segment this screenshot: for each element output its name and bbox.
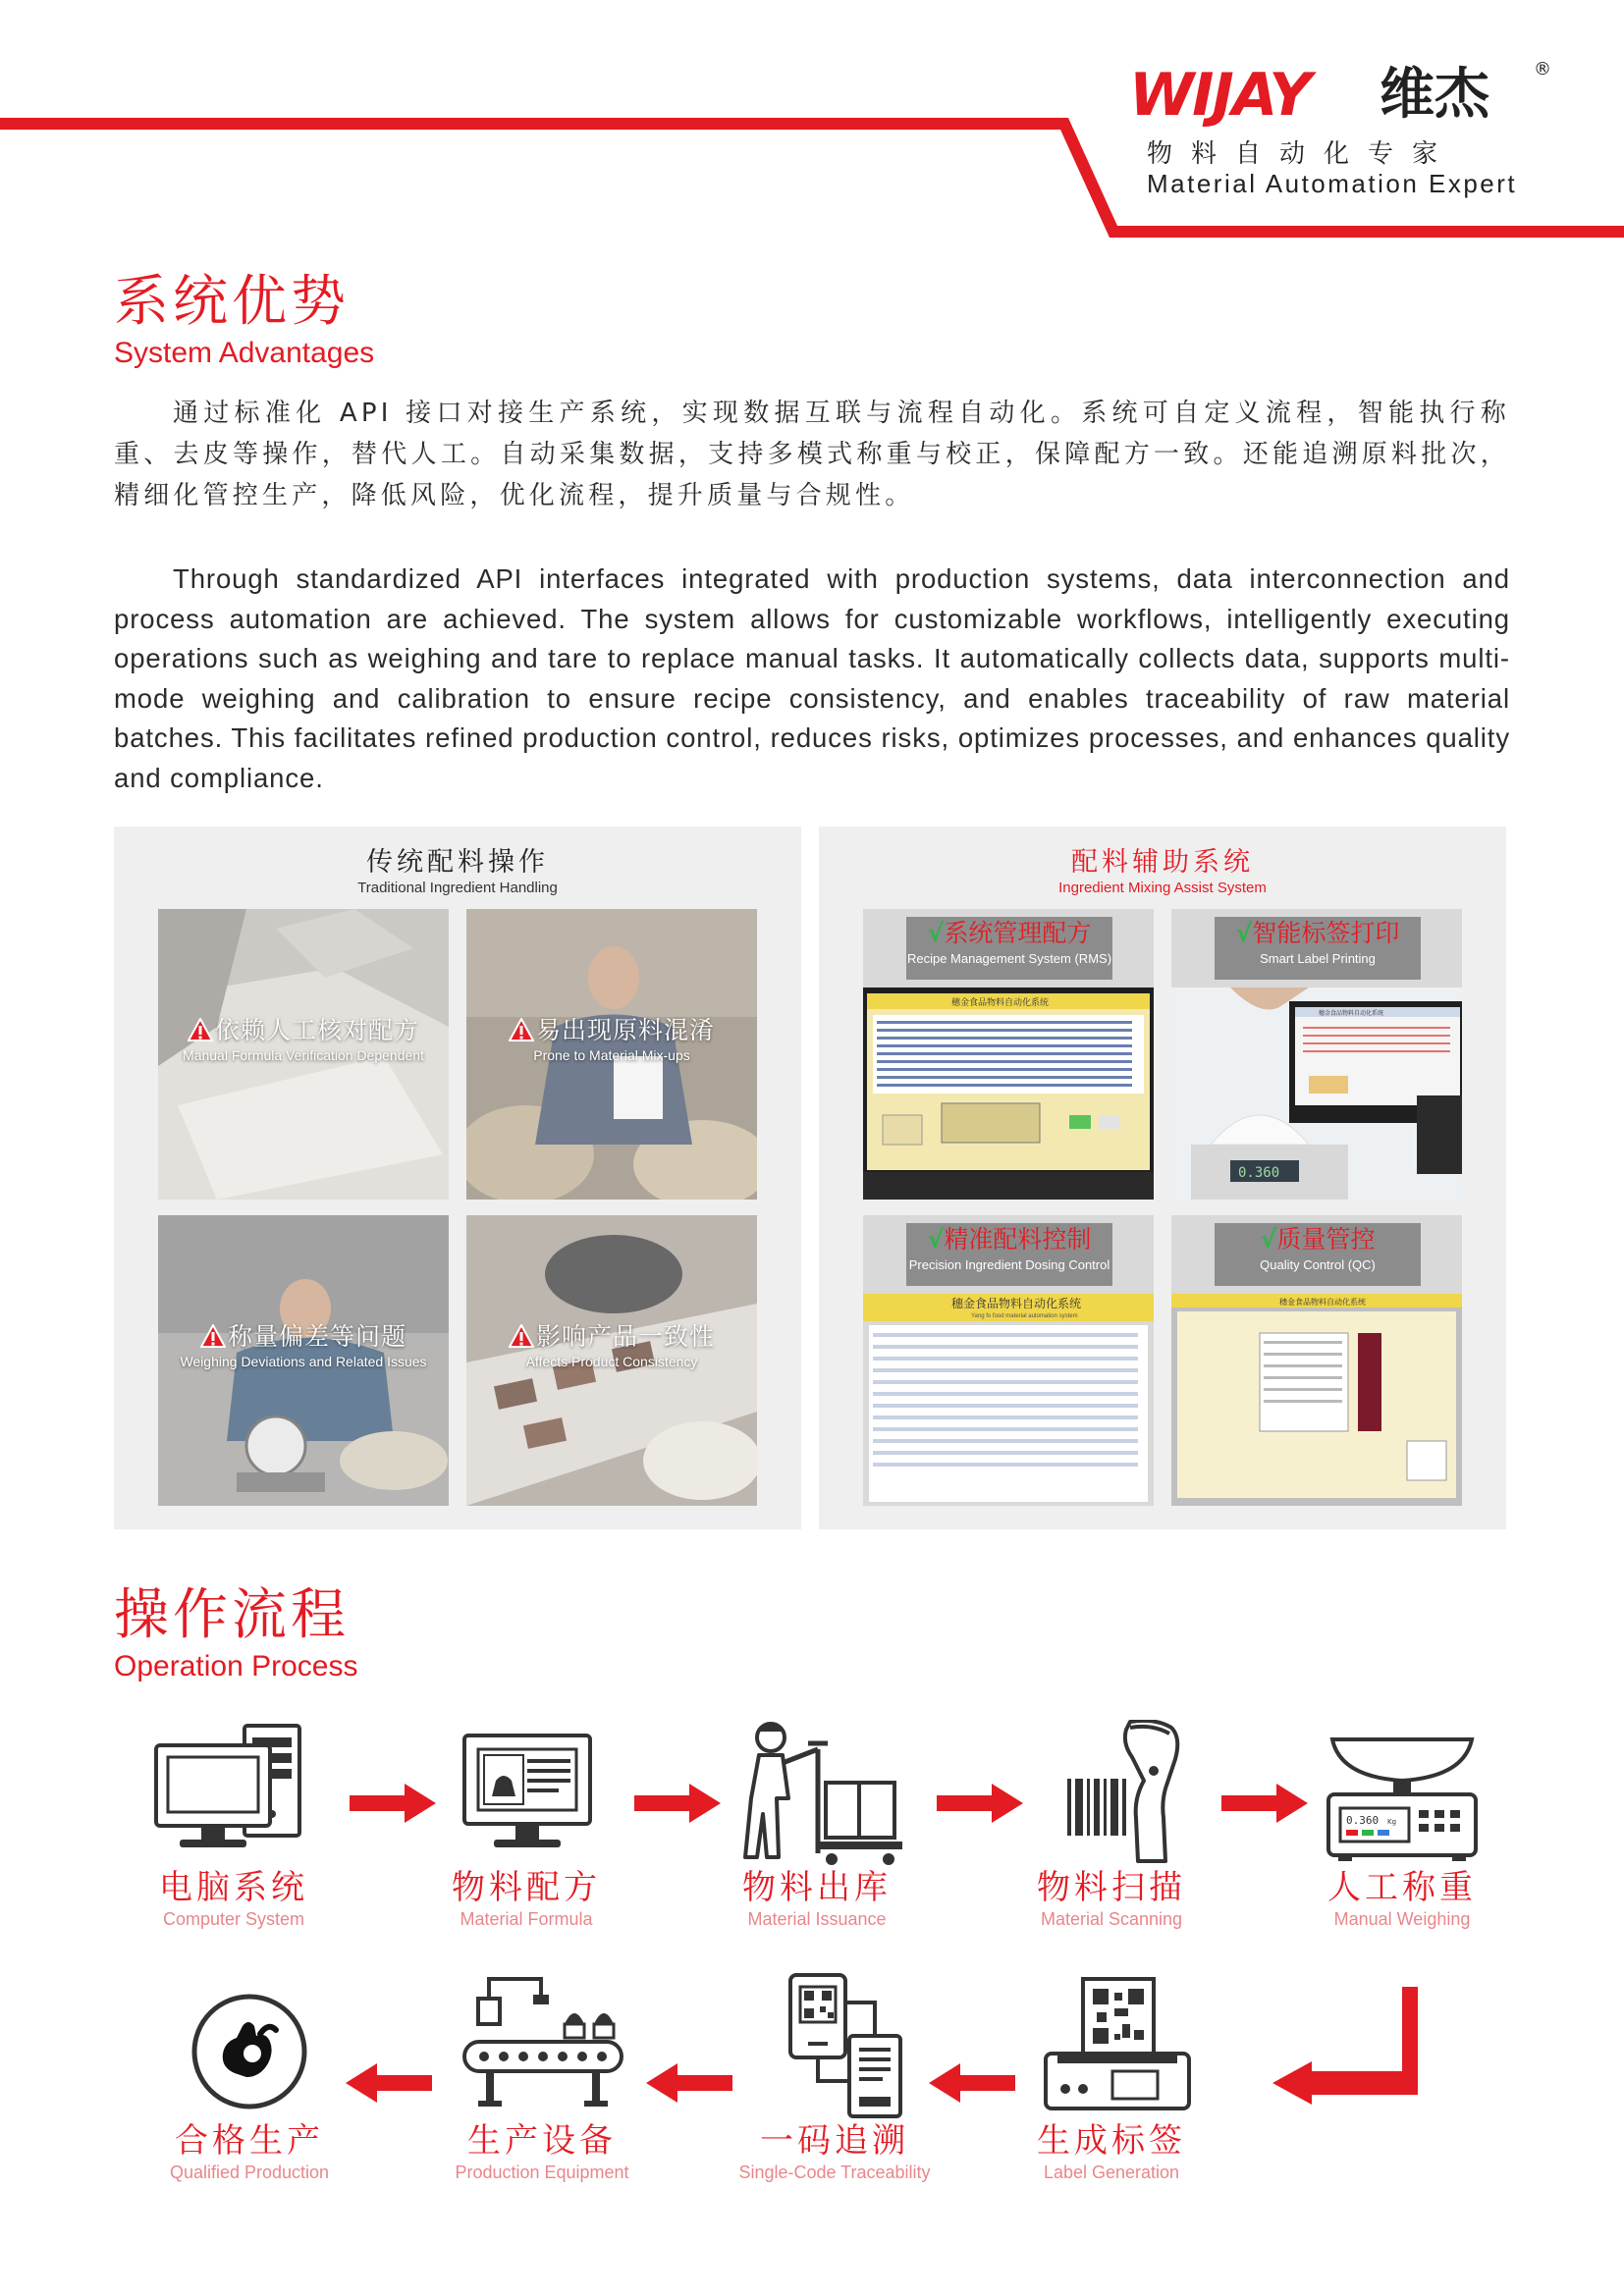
check-icon: √: [927, 919, 945, 947]
svg-text:穗金食品物料自动化系统: 穗金食品物料自动化系统: [1279, 1298, 1366, 1307]
arrow-right-icon: [1221, 1784, 1310, 1823]
label-printer-icon: [1028, 1973, 1195, 2120]
process-step: 0.360 Kg 人工称重 Manual Weighing: [1284, 1720, 1520, 1930]
advantages-subtitle: System Advantages: [114, 337, 375, 369]
svg-text:Kg: Kg: [1387, 1818, 1397, 1826]
assist-subtitle: Ingredient Mixing Assist System: [1058, 880, 1267, 896]
dosing-screen-photo: [863, 1294, 1154, 1506]
warning-icon: [509, 1018, 534, 1041]
arrow-right-icon: [350, 1784, 438, 1823]
screen-title: 穗金食品物料自动化系统: [951, 998, 1050, 1008]
assist-tile-header: √精准配料控制 Precision Ingredient Dosing Control: [863, 1215, 1154, 1294]
process-step: 生产设备 Production Equipment: [424, 1973, 660, 2183]
traditional-tile: [158, 909, 449, 1200]
process-step: 电脑系统 Computer System: [116, 1720, 352, 1930]
traditional-subtitle: Traditional Ingredient Handling: [357, 880, 558, 896]
svg-text:Yang fo food material automati: Yang fo food material automation system: [971, 1313, 1078, 1319]
assist-title: 配料辅助系统: [1071, 847, 1254, 878]
check-icon: √: [927, 1225, 945, 1254]
tagline-cn: 物料自动化专家: [1147, 139, 1457, 169]
warning-caption: 易出现原料混淆 Prone to Material Mix-ups: [466, 1015, 757, 1064]
arrow-right-icon: [937, 1784, 1025, 1823]
arrow-left-icon: [929, 2063, 1017, 2103]
worker-pallet-icon: [724, 1720, 910, 1867]
assist-tile-header: √系统管理配方 Recipe Management System (RMS): [863, 909, 1154, 988]
registered-mark: ®: [1534, 59, 1551, 80]
production-line-icon: [459, 1973, 625, 2120]
process-step: 物料配方 Material Formula: [408, 1720, 644, 1930]
formula-monitor-icon: [443, 1720, 610, 1867]
traditional-tile: [466, 909, 757, 1200]
scale-reading: 0.360: [1238, 1165, 1280, 1181]
arrow-turn-icon: [1272, 1987, 1420, 2105]
assist-tile-header: √质量管控 Quality Control (QC): [1171, 1215, 1462, 1294]
check-icon: √: [1260, 1225, 1277, 1254]
assist-tile-header: √智能标签打印 Smart Label Printing: [1171, 909, 1462, 988]
label-printing-photo: [1171, 988, 1462, 1200]
advantages-body-en: Through standardized API interfaces integrated with production systems, data interconnection and process automation are achieved. The system allows for customizable workflows, intelligently executing operations such as weighing and tare to replace manual tasks. It automatically collects data, supports multi-mode weighing and calibration to ensure recipe consistency, and enables traceability of raw material batches. This facilitates refined production control, reduces risks, optimizes processes, and enhances quality and compliance.: [114, 563, 1510, 793]
process-step: 一码追溯 Single-Code Traceability: [717, 1973, 952, 2183]
warning-caption: 影响产品一致性 Affects Product Consistency: [466, 1321, 757, 1370]
qc-screen-photo: [1171, 1294, 1462, 1506]
rms-screen-photo: [863, 988, 1154, 1200]
assist-panel: [819, 827, 1506, 1529]
process-step: 物料出库 Material Issuance: [699, 1720, 935, 1930]
warning-icon: [200, 1324, 226, 1348]
tagline-en: Material Automation Expert: [1147, 169, 1518, 198]
process-title: 操作流程: [114, 1583, 350, 1647]
svg-text:穗金食品物料自动化系统: 穗金食品物料自动化系统: [951, 1297, 1082, 1310]
arrow-left-icon: [346, 2063, 434, 2103]
logo-chinese: 维杰: [1380, 63, 1489, 127]
assist-tile: [863, 1215, 1154, 1506]
assist-tile: [863, 909, 1154, 1200]
process-step: 物料扫描 Material Scanning: [994, 1720, 1229, 1930]
traceability-icon: [751, 1973, 918, 2120]
warning-icon: [188, 1018, 213, 1041]
process-subtitle: Operation Process: [114, 1650, 358, 1682]
warning-caption: 称量偏差等问题 Weighing Deviations and Related Issues: [180, 1322, 427, 1369]
barcode-scanner-icon: [1028, 1720, 1195, 1867]
brand-logo: [1129, 61, 1561, 130]
traditional-tile: [158, 1215, 449, 1506]
logo-wordmark: WIJAY: [1129, 61, 1310, 130]
computer-icon: [150, 1720, 317, 1867]
ok-hand-icon: [166, 1973, 333, 2120]
warning-caption: 依赖人工核对配方 Manual Formula Verification Dependent: [183, 1016, 424, 1063]
svg-text:穗金食品物料自动化系统: 穗金食品物料自动化系统: [1319, 1010, 1384, 1017]
advantages-title: 系统优势: [114, 270, 350, 334]
process-step: 生成标签 Label Generation: [994, 1973, 1229, 2183]
process-step: 合格生产 Qualified Production: [132, 1973, 367, 2183]
warning-icon: [509, 1324, 534, 1348]
assist-tile: [1171, 1215, 1462, 1506]
assist-tile: [1171, 909, 1462, 1200]
traditional-title: 传统配料操作: [366, 847, 549, 878]
scale-display: 0.360: [1346, 1814, 1380, 1827]
arrow-left-icon: [646, 2063, 734, 2103]
traditional-panel: [114, 827, 801, 1529]
scale-icon: [1319, 1720, 1486, 1867]
traditional-tile: [466, 1215, 757, 1506]
arrow-right-icon: [634, 1784, 723, 1823]
check-icon: √: [1235, 919, 1253, 947]
advantages-body-cn: 通过标准化 API 接口对接生产系统，实现数据互联与流程自动化。系统可自定义流程，智能执行称重、去皮等操作，替代人工。自动采集数据，支持多模式称重与校正，保障配方一致。还能追溯原料批次，精细化管控生产，降低风险，优化流程，提升质量与合规性。: [114, 399, 1510, 510]
